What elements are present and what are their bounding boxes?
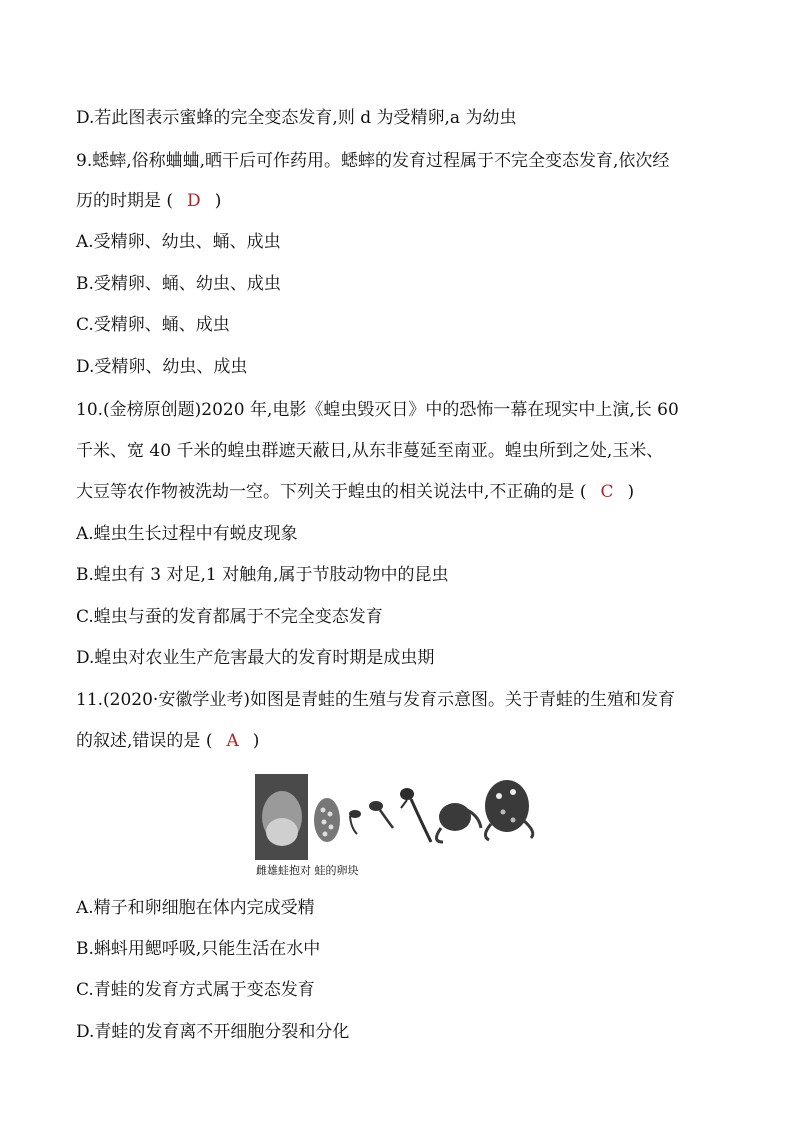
q11-answer: A <box>226 731 239 751</box>
q11-option-b: B.蝌蚪用鳃呼吸,只能生活在水中 <box>76 939 321 959</box>
q10-paren: ( C ) <box>579 482 635 502</box>
q11-option-d: D.青蛙的发育离不开细胞分裂和分化 <box>76 1022 350 1042</box>
q10-option-c: C.蝗虫与蚕的发育都属于不完全变态发育 <box>76 607 383 627</box>
q9-option-c: C.受精卵、蛹、成虫 <box>76 315 230 335</box>
line-q9-stem-2 <box>76 190 221 212</box>
adult-frog-icon <box>485 780 533 840</box>
tadpole-icon <box>369 801 393 828</box>
q11-option-c: C.青蛙的发育方式属于变态发育 <box>76 980 315 1000</box>
q11-paren: ( A ) <box>205 731 260 751</box>
figure-caption: 雌雄蛙抱对 蛙的卵块 <box>256 864 359 877</box>
q9-answer: D <box>187 191 201 211</box>
line-q8-d: D.若此图表示蜜蜂的完全变态发育,则 d 为受精卵,a 为幼虫 <box>76 108 517 128</box>
q10-answer: C <box>600 482 614 502</box>
line-q9-stem-1: 9.蟋蟀,俗称蛐蛐,晒干后可作药用。蟋蟀的发育过程属于不完全变态发育,依次经 <box>76 151 670 171</box>
q9-paren: ( D ) <box>166 191 222 211</box>
q11-option-a: A.精子和卵细胞在体内完成受精 <box>76 898 315 918</box>
q10-option-d: D.蝗虫对农业生产危害最大的发育时期是成虫期 <box>76 648 435 668</box>
q10-option-a: A.蝗虫生长过程中有蜕皮现象 <box>76 524 298 544</box>
q9-option-d: D.受精卵、幼虫、成虫 <box>76 357 248 377</box>
q10-option-b: B.蝗虫有 3 对足,1 对触角,属于节肢动物中的昆虫 <box>76 565 449 585</box>
line-q10-stem-2: 千米、宽 40 千米的蝗虫群遮天蔽日,从东非蔓延至南亚。蝗虫所到之处,玉米、 <box>76 441 664 461</box>
legged-tadpole-icon <box>400 788 431 842</box>
line-q10-stem-1: 10.(金榜原创题)2020 年,电影《蝗虫毁灭日》中的恐怖一幕在现实中上演,长 60 <box>76 400 679 420</box>
q10-stem-text: 大豆等农作物被洗劫一空。下列关于蝗虫的相关说法中,不正确的是 <box>76 482 575 502</box>
q9-option-a: A.受精卵、幼虫、蛹、成虫 <box>76 232 281 252</box>
q9-option-b: B.受精卵、蛹、幼虫、成虫 <box>76 274 281 294</box>
froglet-icon <box>436 803 481 842</box>
q11-stem-text: 的叙述,错误的是 <box>76 731 201 751</box>
hatchling-icon <box>349 810 361 834</box>
line-q10-stem-3 <box>76 481 634 503</box>
line-q11-stem-2 <box>76 730 259 752</box>
egg-mass-icon <box>314 798 340 842</box>
line-q11-stem-1: 11.(2020·安徽学业考)如图是青蛙的生殖与发育示意图。关于青蛙的生殖和发育 <box>76 690 675 710</box>
q9-stem-text: 历的时期是 <box>76 191 161 211</box>
